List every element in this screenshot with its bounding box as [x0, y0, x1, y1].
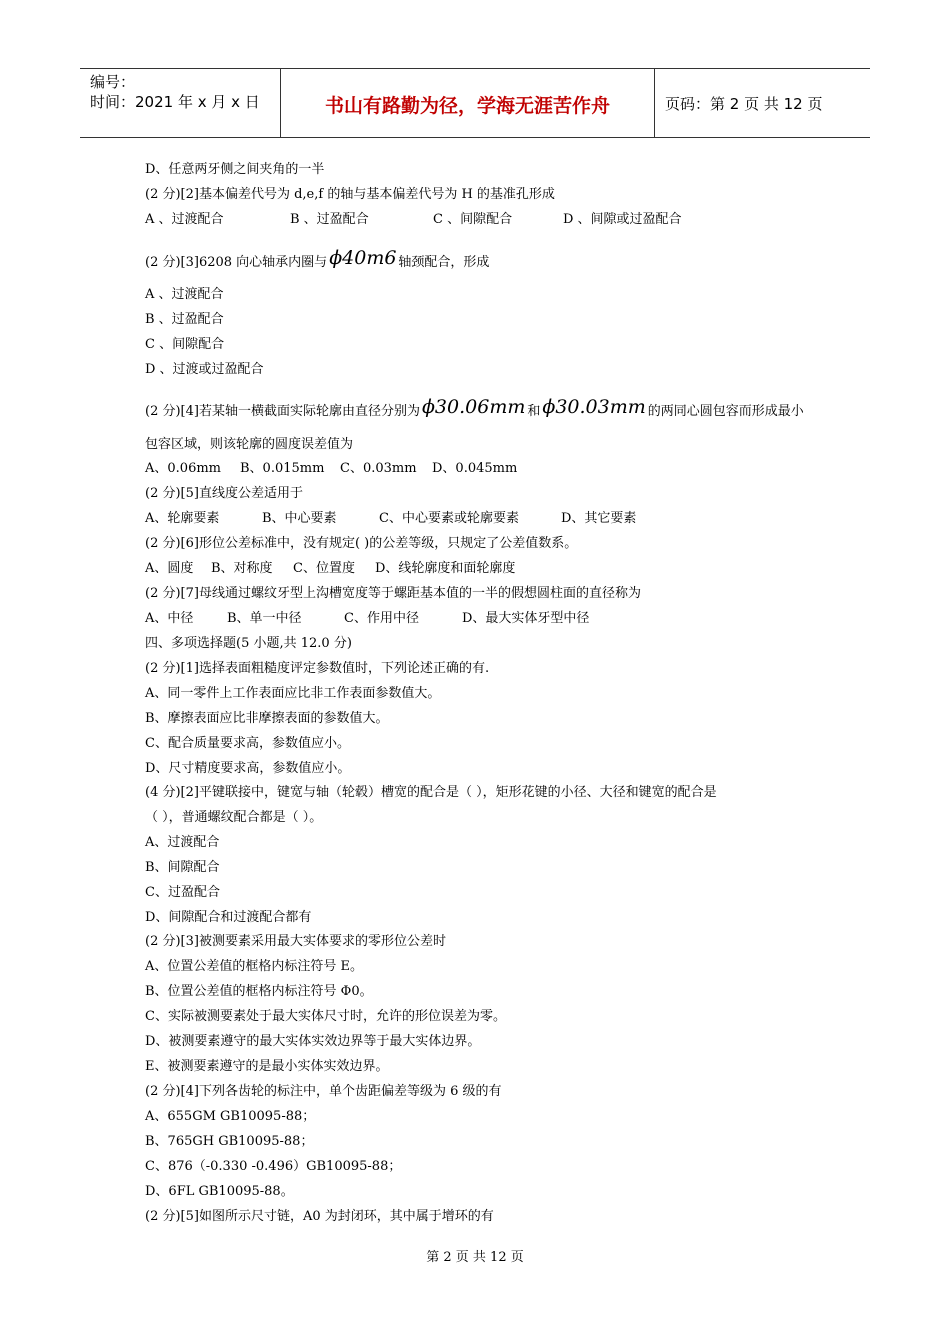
stem-part: (2 分)[3]6208 向心轴承内圈与	[145, 255, 328, 270]
stem-part: 和	[527, 404, 541, 419]
multi-question-3-stem: (2 分)[3]被测要素采用最大实体要求的零形位公差时	[145, 934, 446, 949]
header-meta-cell	[80, 69, 281, 137]
page-footer: 第 2 页 共 12 页	[426, 1250, 524, 1265]
option: D、0.045mm	[432, 461, 518, 476]
question-3-option-a: A 、过渡配合	[145, 287, 224, 302]
multi-question-1-stem: (2 分)[1]选择表面粗糙度评定参数值时，下列论述正确的有.	[145, 661, 490, 676]
multi-question-3-option-e: E、被测要素遵守的是最小实体实效边界。	[145, 1059, 389, 1074]
option: C、中心要素或轮廓要素	[379, 511, 519, 526]
multi-question-1-option-b: B、摩擦表面应比非摩擦表面的参数值大。	[145, 711, 389, 726]
option: B、对称度	[211, 561, 273, 576]
multi-question-2-option-d: D、间隙配合和过渡配合都有	[145, 910, 312, 925]
multi-question-2-option-a: A、过渡配合	[145, 835, 220, 850]
question-5-options	[145, 511, 636, 527]
doc-time-label: 时间：2021 年 x 月 x 日	[90, 93, 260, 111]
multi-question-2-stem-cont: （ ），普通螺纹配合都是（ ）。	[145, 810, 323, 825]
doc-number-label: 编号：	[90, 73, 136, 91]
question-7-stem: (2 分)[7]母线通过螺纹牙型上沟槽宽度等于螺距基本值的一半的假想圆柱面的直径称为	[145, 586, 641, 601]
option: D、最大实体牙型中径	[462, 611, 590, 626]
multi-question-1-option-d: D、尺寸精度要求高，参数值应小。	[145, 761, 351, 776]
option: A、轮廓要素	[145, 511, 220, 526]
option: A、0.06mm	[145, 461, 221, 476]
stem-part: (2 分)[4]若某轴一横截面实际轮廓由直径分别为	[145, 404, 420, 419]
question-6-stem: (2 分)[6]形位公差标准中，没有规定( )的公差等级，只规定了公差值数系。	[145, 536, 578, 551]
option: C、作用中径	[344, 611, 419, 626]
multi-question-4-option-c: C、876（-0.330 -0.496）GB10095-88；	[145, 1159, 402, 1174]
question-4-options	[145, 461, 517, 477]
option: D、线轮廓度和面轮廓度	[375, 561, 516, 576]
multi-question-3-option-c: C、实际被测要素处于最大实体尺寸时，允许的形位误差为零。	[145, 1009, 506, 1024]
option: C、0.03mm	[340, 461, 417, 476]
option: B、0.015mm	[240, 461, 325, 476]
question-2-stem: (2 分)[2]基本偏差代号为 d,e,f 的轴与基本偏差代号为 H 的基准孔形成	[145, 187, 555, 202]
multi-question-2-option-b: B、间隙配合	[145, 860, 220, 875]
math-formula: ϕ30.06mm	[421, 396, 526, 418]
question-7-options	[145, 611, 589, 627]
option: A、中径	[145, 611, 194, 626]
question-4-stem	[145, 396, 804, 420]
header-page-cell	[655, 69, 870, 137]
math-formula: ϕ30.03mm	[542, 396, 646, 418]
multi-question-5-stem: (2 分)[5]如图所示尺寸链，A0 为封闭环，其中属于增环的有	[145, 1209, 494, 1224]
option: C 、间隙配合	[433, 212, 513, 227]
option: B、中心要素	[262, 511, 337, 526]
multi-question-4-stem: (2 分)[4]下列各齿轮的标注中，单个齿距偏差等级为 6 级的有	[145, 1084, 502, 1099]
question-3-option-c: C 、间隙配合	[145, 337, 225, 352]
multi-question-2-option-c: C、过盈配合	[145, 885, 220, 900]
header-motto: 书山有路勤为径，学海无涯苦作舟	[324, 95, 610, 117]
multi-question-4-option-a: A、655GM GB10095-88；	[145, 1109, 316, 1124]
option: A、圆度	[145, 561, 194, 576]
prev-question-option-d: D、任意两牙侧之间夹角的一半	[145, 162, 325, 177]
multi-question-2-stem: (4 分)[2]平键联接中，键宽与轴（轮毂）槽宽的配合是（ ），矩形花键的小径、大径和键宽的配合是	[145, 785, 717, 800]
question-3-option-b: B 、过盈配合	[145, 312, 224, 327]
multi-question-3-option-a: A、位置公差值的框格内标注符号 E。	[145, 959, 364, 974]
question-5-stem: (2 分)[5]直线度公差适用于	[145, 486, 303, 501]
question-4-stem-cont: 包容区域，则该轮廓的圆度误差值为	[145, 437, 354, 452]
option: B、单一中径	[227, 611, 302, 626]
option: A 、过渡配合	[145, 212, 224, 227]
option: D、其它要素	[561, 511, 637, 526]
multi-question-4-option-d: D、6FL GB10095-88。	[145, 1184, 294, 1199]
option: B 、过盈配合	[290, 212, 369, 227]
multi-question-3-option-b: B、位置公差值的框格内标注符号 Φ0。	[145, 984, 373, 999]
header-motto-cell	[281, 69, 655, 137]
math-formula: ϕ40m6	[329, 247, 397, 269]
header-page-label: 页码：第 2 页 共 12 页	[665, 95, 823, 113]
stem-part: 的两同心圆包容而形成最小	[647, 404, 804, 419]
option: C、位置度	[293, 561, 355, 576]
multi-question-1-option-a: A、同一零件上工作表面应比非工作表面参数值大。	[145, 686, 441, 701]
multi-question-1-option-c: C、配合质量要求高，参数值应小。	[145, 736, 350, 751]
multi-question-3-option-d: D、被测要素遵守的最大实体实效边界等于最大实体边界。	[145, 1034, 481, 1049]
multi-question-4-option-b: B、765GH GB10095-88；	[145, 1134, 314, 1149]
question-3-option-d: D 、过渡或过盈配合	[145, 362, 264, 377]
question-2-options	[145, 212, 682, 228]
page-header	[80, 68, 870, 138]
stem-part: 轴颈配合，形成	[398, 255, 490, 270]
question-3-stem	[145, 247, 490, 271]
section-heading: 四、多项选择题(5 小题,共 12.0 分)	[145, 636, 352, 651]
option: D 、间隙或过盈配合	[563, 212, 682, 227]
question-6-options	[145, 561, 515, 577]
